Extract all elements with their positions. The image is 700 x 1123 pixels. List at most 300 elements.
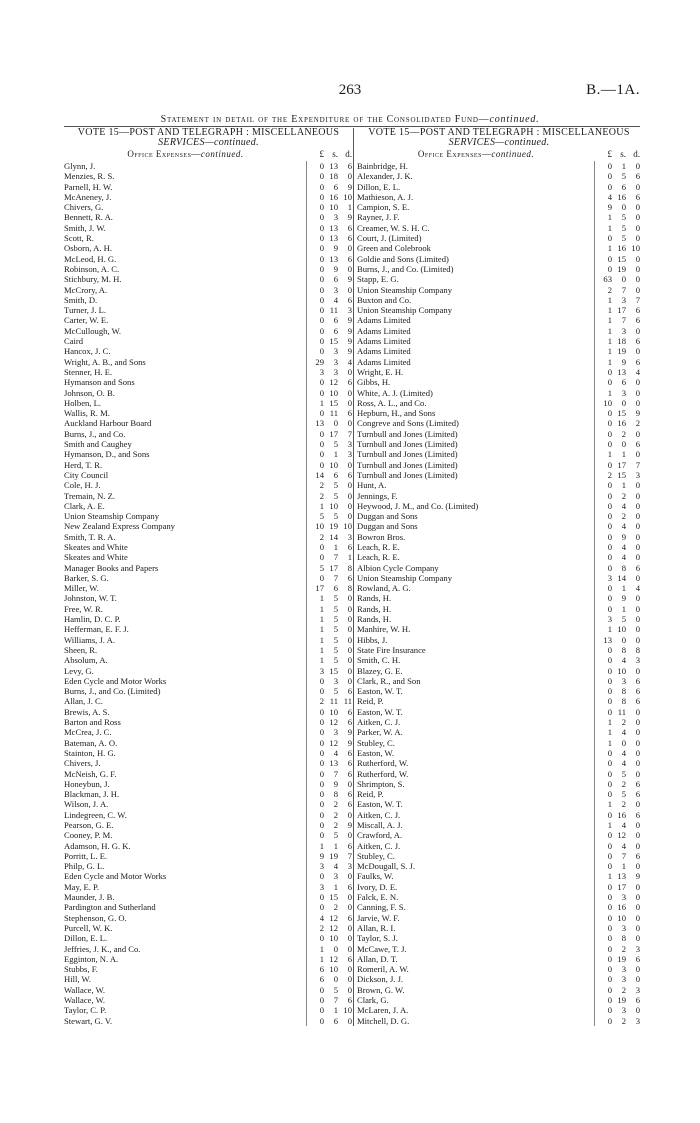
amount-pounds: 0 — [607, 974, 612, 985]
payee-name: Eden Cycle and Motor Works — [64, 871, 167, 882]
pence-heading: d. — [633, 149, 640, 159]
payee-name: Union Steamship Company — [64, 511, 160, 522]
payee-name: Burns, J., and Co. — [64, 428, 126, 439]
amount-shillings: 0 — [333, 943, 338, 954]
amount-pounds: 0 — [607, 439, 612, 450]
amount — [306, 593, 353, 603]
amount-shillings: 2 — [621, 1015, 626, 1026]
amount-pence: 9 — [347, 325, 352, 336]
amount — [594, 274, 641, 284]
amount — [306, 470, 353, 480]
amount-shillings: 5 — [333, 593, 338, 604]
ledger-row — [64, 1016, 353, 1026]
amount-pence: 9 — [347, 820, 352, 830]
amount-pence: 6 — [635, 995, 640, 1006]
payee-name: Skeates and White — [64, 541, 128, 552]
amount-pence: 9 — [635, 871, 640, 882]
ledger-row — [357, 285, 641, 295]
amount-shillings: 8 — [621, 644, 626, 655]
amount — [594, 614, 641, 624]
ledger-row — [64, 676, 353, 686]
amount-shillings: 2 — [621, 511, 626, 522]
amount-shillings: 1 — [621, 480, 626, 491]
amount — [594, 264, 641, 274]
amount-pounds: 0 — [607, 922, 612, 933]
ledger-row — [357, 501, 641, 511]
ledger-row — [357, 583, 641, 593]
payee-name: Crawford, A. — [357, 830, 403, 841]
ledger-row — [357, 388, 641, 398]
amount-pounds: 0 — [607, 840, 612, 851]
payee-name: Creamer, W. S. H. C. — [357, 222, 430, 233]
amount-shillings: 13 — [329, 233, 338, 244]
amount-pence: 0 — [347, 366, 352, 377]
amount-pounds: 1 — [607, 243, 612, 254]
document-reference: B.—1A. — [586, 82, 640, 98]
amount — [594, 954, 641, 964]
amount-pence: 3 — [635, 943, 640, 954]
payee-name: Manager Books and Papers — [64, 562, 159, 573]
ledger-row — [357, 635, 641, 645]
amount-pence: 6 — [635, 336, 640, 347]
amount-pence: 6 — [635, 191, 640, 202]
amount-shillings: 7 — [333, 995, 338, 1006]
payee-name: Adams Limited — [357, 346, 411, 357]
amount-shillings: 3 — [333, 212, 338, 223]
amount-pence: 6 — [635, 850, 640, 861]
payee-name: McCrea, J. C. — [64, 727, 112, 738]
amount-pence: 0 — [347, 655, 352, 666]
amount-shillings: 19 — [329, 850, 338, 861]
amount-pence: 10 — [631, 243, 640, 254]
amount — [306, 933, 353, 943]
ledger-row — [357, 830, 641, 840]
payee-name: Smith, C. H. — [357, 655, 401, 666]
amount-pounds: 1 — [607, 727, 612, 738]
amount-pounds: 10 — [315, 521, 324, 532]
amount-pounds: 1 — [607, 624, 612, 635]
amount-shillings: 5 — [333, 634, 338, 645]
amount — [306, 645, 353, 655]
pounds-heading: £ — [607, 149, 612, 159]
payee-name: Herd, T. R. — [64, 459, 103, 470]
amount-pence: 6 — [347, 789, 352, 800]
amount-shillings: 6 — [333, 325, 338, 336]
amount-pence: 6 — [635, 696, 640, 707]
vote-heading-right — [357, 128, 641, 148]
amount — [594, 933, 641, 943]
amount-shillings: 19 — [617, 953, 626, 964]
ledger-row — [357, 315, 641, 325]
amount-shillings: 15 — [329, 397, 338, 408]
payee-name: Campion, S. E. — [357, 202, 410, 213]
amount-pence: 0 — [635, 964, 640, 975]
amount-pence: 4 — [347, 356, 352, 367]
amount-pence: 6 — [635, 562, 640, 573]
amount — [594, 593, 641, 603]
amount — [594, 470, 641, 480]
payee-name: Jennings, F. — [357, 490, 398, 501]
payee-name: Chivers, G. — [64, 202, 104, 213]
amount — [594, 552, 641, 562]
amount-pence: 6 — [635, 675, 640, 686]
amount — [306, 264, 353, 274]
amount — [594, 717, 641, 727]
amount — [306, 604, 353, 614]
ledger-row — [357, 676, 641, 686]
ledger-row — [64, 295, 353, 305]
amount-pence: 0 — [635, 202, 640, 213]
amount-pence: 0 — [635, 397, 640, 408]
amount-shillings: 13 — [329, 253, 338, 264]
amount-pounds: 0 — [607, 366, 612, 377]
ledger-row — [64, 264, 353, 274]
amount-pence: 0 — [347, 511, 352, 522]
amount-shillings: 14 — [329, 531, 338, 542]
subheading-continued: continued. — [200, 149, 244, 159]
amount-pounds: 0 — [319, 902, 324, 913]
ledger-row — [64, 738, 353, 748]
amount — [306, 367, 353, 377]
amount-pence: 0 — [347, 964, 352, 975]
amount-pounds: 1 — [607, 871, 612, 882]
amount-shillings: 2 — [621, 943, 626, 954]
amount — [594, 871, 641, 881]
amount-shillings: 6 — [621, 181, 626, 192]
vote-line-2: SERVICES—continued. — [448, 137, 550, 148]
amount-pence: 0 — [635, 933, 640, 944]
amount — [306, 655, 353, 665]
amount — [594, 305, 641, 315]
payee-name: Easton, W. T. — [357, 686, 403, 697]
amount-shillings: 4 — [621, 820, 626, 830]
amount-pounds: 1 — [607, 387, 612, 398]
amount-pounds: 5 — [319, 562, 324, 573]
payee-name: Union Steamship Company — [357, 572, 453, 583]
amount — [594, 429, 641, 439]
amount-shillings: 17 — [617, 881, 626, 892]
ledger-row — [64, 336, 353, 346]
amount-pounds: 0 — [319, 871, 324, 882]
amount-pence: 6 — [635, 171, 640, 182]
amount-shillings: 3 — [333, 871, 338, 882]
amount-pounds: 0 — [607, 850, 612, 861]
payee-name: Blazey, G. E. — [357, 665, 403, 676]
amount-shillings: 0 — [333, 974, 338, 985]
amount-pounds: 0 — [319, 222, 324, 233]
amount-pence: 6 — [635, 778, 640, 789]
ledger-row — [64, 573, 353, 583]
ledger-row — [357, 171, 641, 181]
payee-name: Turner, J. L. — [64, 305, 107, 316]
amount-pounds: 1 — [319, 397, 324, 408]
amount-pounds: 0 — [607, 161, 612, 171]
amount — [306, 357, 353, 367]
amount-pence: 9 — [347, 727, 352, 738]
amount-pence: 6 — [347, 686, 352, 697]
ledger-row — [357, 974, 641, 984]
amount-pounds: 29 — [315, 356, 324, 367]
amount — [306, 563, 353, 573]
amount-pence: 0 — [347, 603, 352, 614]
amount-shillings: 6 — [621, 377, 626, 388]
payee-name: Stephenson, G. O. — [64, 912, 127, 923]
amount-pounds: 6 — [319, 974, 324, 985]
payee-name: Buxton and Co. — [357, 294, 412, 305]
amount-pounds: 1 — [319, 943, 324, 954]
amount-pence: 6 — [347, 758, 352, 769]
ledger-row — [357, 552, 641, 562]
amount-pounds: 0 — [319, 727, 324, 738]
payee-name: Taylor, C. P. — [64, 1005, 107, 1016]
payee-name: City Council — [64, 469, 109, 480]
payee-name: Free, W. R. — [64, 603, 103, 614]
ledger-row — [357, 460, 641, 470]
amount-pence: 0 — [347, 634, 352, 645]
amount — [306, 882, 353, 892]
amount-pence: 9 — [347, 737, 352, 748]
amount-pounds: 0 — [319, 892, 324, 903]
amount-pence: 8 — [347, 583, 352, 594]
payee-name: McDougall, S. J. — [357, 861, 416, 872]
amount-pounds: 1 — [319, 593, 324, 604]
amount-pounds: 0 — [319, 778, 324, 789]
amount-pounds: 1 — [319, 614, 324, 625]
amount-pounds: 0 — [607, 902, 612, 913]
ledger-row — [64, 563, 353, 573]
amount-shillings: 2 — [333, 902, 338, 913]
amount — [306, 212, 353, 222]
amount-shillings: 15 — [617, 408, 626, 419]
payee-name: Purcell, W. K. — [64, 922, 113, 933]
amount-pounds: 4 — [607, 191, 612, 202]
ledger-row — [64, 635, 353, 645]
payee-name: Johnston, W. T. — [64, 593, 117, 604]
amount-shillings: 12 — [329, 377, 338, 388]
amount-pence: 7 — [635, 459, 640, 470]
amount — [306, 336, 353, 346]
amount-pence: 0 — [635, 665, 640, 676]
amount — [594, 944, 641, 954]
amount-shillings: 9 — [333, 778, 338, 789]
amount-pence: 4 — [635, 366, 640, 377]
amount-shillings: 19 — [617, 995, 626, 1006]
amount-shillings: 4 — [333, 861, 338, 872]
amount — [306, 717, 353, 727]
amount-shillings: 16 — [617, 809, 626, 820]
amount — [306, 377, 353, 387]
amount-pence: 10 — [343, 521, 352, 532]
ledger-row — [357, 243, 641, 253]
amount — [306, 171, 353, 181]
amount-pence: 0 — [635, 902, 640, 913]
amount-shillings: 5 — [621, 171, 626, 182]
amount — [306, 913, 353, 923]
amount-shillings: 2 — [621, 778, 626, 789]
amount-shillings: 4 — [621, 747, 626, 758]
payee-name: Romeril, A. W. — [357, 964, 409, 975]
ledger-row — [357, 377, 641, 387]
amount-pounds: 1 — [607, 294, 612, 305]
ledger-row — [64, 769, 353, 779]
amount-shillings: 4 — [333, 747, 338, 758]
payee-name: Green and Colebrook — [357, 243, 431, 254]
payee-name: Adamson, H. G. K. — [64, 840, 131, 851]
amount-pence: 0 — [635, 274, 640, 285]
amount-pounds: 0 — [319, 984, 324, 995]
amount-shillings: 4 — [621, 552, 626, 563]
payee-name: Albion Cycle Company — [357, 562, 439, 573]
amount-pence: 0 — [635, 541, 640, 552]
payee-name: Adams Limited — [357, 325, 411, 336]
amount-pounds: 10 — [603, 397, 612, 408]
amount-shillings: 15 — [617, 253, 626, 264]
amount-shillings: 4 — [621, 655, 626, 666]
amount — [306, 624, 353, 634]
ledger-row — [64, 902, 353, 912]
amount-pounds: 0 — [607, 644, 612, 655]
amount-pence: 7 — [347, 850, 352, 861]
amount-pence: 0 — [635, 387, 640, 398]
payee-name: Taylor, S. J. — [357, 933, 398, 944]
amount — [594, 789, 641, 799]
amount — [594, 336, 641, 346]
payee-name: Robinson, A. C. — [64, 263, 120, 274]
payee-name: Dickson, J. J. — [357, 974, 404, 985]
statement-title — [60, 114, 640, 125]
amount-pence: 0 — [347, 933, 352, 944]
ledger-row — [64, 470, 353, 480]
amount-shillings: 1 — [333, 1005, 338, 1016]
amount — [594, 501, 641, 511]
amount-pounds: 0 — [319, 191, 324, 202]
amount-shillings: 1 — [621, 449, 626, 460]
amount-pounds: 0 — [607, 881, 612, 892]
ledger-row — [64, 439, 353, 449]
amount-pence: 0 — [347, 418, 352, 429]
amount-shillings: 10 — [329, 387, 338, 398]
amount-pounds: 1 — [607, 212, 612, 223]
ledger-row — [357, 182, 641, 192]
amount-shillings: 10 — [329, 933, 338, 944]
ledger-row — [64, 254, 353, 264]
amount-shillings: 1 — [621, 583, 626, 594]
amount-pounds: 0 — [607, 758, 612, 769]
right-column — [353, 128, 641, 1026]
amount-pence: 0 — [635, 830, 640, 841]
amount-shillings: 3 — [621, 964, 626, 975]
ledger-row — [357, 1005, 641, 1015]
amount-pounds: 0 — [319, 274, 324, 285]
ledger-row — [357, 779, 641, 789]
amount — [306, 439, 353, 449]
amount-pounds: 0 — [607, 480, 612, 491]
amount-pounds: 0 — [319, 830, 324, 841]
amount-pence: 0 — [347, 387, 352, 398]
amount-pence: 3 — [347, 305, 352, 316]
amount-shillings: 8 — [621, 686, 626, 697]
ledger-row — [64, 161, 353, 171]
amount-pence: 0 — [635, 768, 640, 779]
payee-name: McCrory, A. — [64, 284, 108, 295]
amount — [594, 841, 641, 851]
amount — [306, 182, 353, 192]
ledger-row — [357, 871, 641, 881]
amount-pence: 8 — [635, 644, 640, 655]
vote-line-2: SERVICES—continued. — [158, 137, 259, 148]
amount-pounds: 0 — [607, 706, 612, 717]
amount — [306, 449, 353, 459]
amount-pence: 0 — [635, 840, 640, 851]
amount-shillings: 16 — [617, 418, 626, 429]
right-rows — [357, 161, 641, 1026]
ledger-row — [357, 202, 641, 212]
amount-shillings: 8 — [621, 933, 626, 944]
amount-shillings: 13 — [329, 161, 338, 171]
amount-shillings: 5 — [621, 614, 626, 625]
ledger-row — [357, 521, 641, 531]
ledger-row — [64, 707, 353, 717]
amount-pence: 0 — [347, 263, 352, 274]
amount — [306, 573, 353, 583]
amount-shillings: 5 — [333, 644, 338, 655]
amount-pence: 6 — [347, 840, 352, 851]
amount — [594, 326, 641, 336]
amount-pence: 1 — [347, 552, 352, 563]
payee-name: Rands, H. — [357, 603, 392, 614]
payee-name: Smith, J. W. — [64, 222, 106, 233]
payee-name: Easton, W. — [357, 747, 395, 758]
ledger-row — [64, 799, 353, 809]
amount-shillings: 4 — [333, 294, 338, 305]
ledger-row — [357, 593, 641, 603]
ledger-row — [64, 985, 353, 995]
payee-name: Johnson, O. B. — [64, 387, 115, 398]
payee-name: Reid, P. — [357, 696, 384, 707]
amount-shillings: 6 — [333, 181, 338, 192]
amount — [594, 758, 641, 768]
amount-pounds: 0 — [607, 861, 612, 872]
amount-pounds: 1 — [607, 356, 612, 367]
amount-pence: 0 — [635, 614, 640, 625]
amount — [594, 861, 641, 871]
amount-shillings: 4 — [621, 541, 626, 552]
amount-pounds: 0 — [319, 717, 324, 728]
payee-name: Rands, H. — [357, 593, 392, 604]
amount-pence: 0 — [347, 984, 352, 995]
payee-name: Aitken, C. J. — [357, 809, 401, 820]
ledger-row — [64, 717, 353, 727]
amount — [306, 202, 353, 212]
payee-name: Brown, G. W. — [357, 984, 405, 995]
ledger-row — [64, 182, 353, 192]
ledger-row — [357, 367, 641, 377]
amount-pounds: 1 — [607, 222, 612, 233]
ledger-row — [357, 604, 641, 614]
pounds-heading: £ — [319, 149, 324, 159]
payee-name: Rayner, J. F. — [357, 212, 400, 223]
ledger-row — [357, 573, 641, 583]
amount-shillings: 15 — [329, 665, 338, 676]
amount-pence: 3 — [347, 861, 352, 872]
amount-shillings: 17 — [617, 305, 626, 316]
amount — [306, 769, 353, 779]
ledger-row — [64, 789, 353, 799]
amount — [306, 995, 353, 1005]
amount-shillings: 5 — [621, 222, 626, 233]
payee-name: Stainton, H. G. — [64, 747, 116, 758]
amount — [594, 480, 641, 490]
